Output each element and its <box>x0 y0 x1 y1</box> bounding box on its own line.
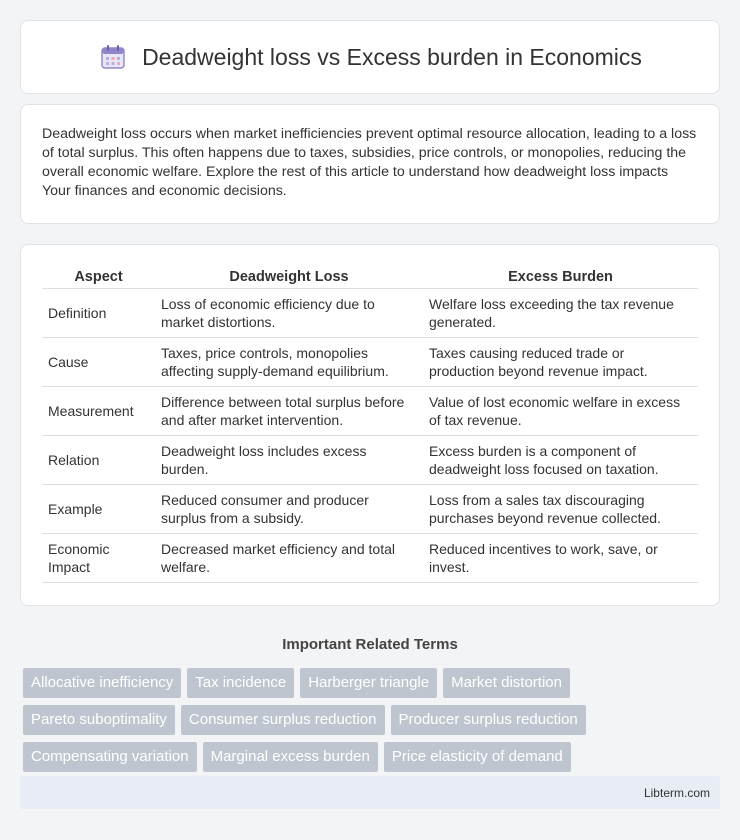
footer-site-link[interactable]: Libterm.com <box>643 785 710 800</box>
column-header-deadweight-loss: Deadweight Loss <box>155 265 423 289</box>
row-deadweight-loss: Loss of economic efficiency due to market distortions. <box>155 289 423 338</box>
row-deadweight-loss: Deadweight loss includes excess burden. <box>155 436 423 485</box>
row-deadweight-loss: Decreased market efficiency and total welfare. <box>155 534 423 583</box>
row-excess-burden: Loss from a sales tax discouraging purchases beyond revenue collected. <box>423 485 698 534</box>
table-header-row <box>42 265 698 289</box>
table-row <box>42 436 698 485</box>
row-deadweight-loss: Taxes, price controls, monopolies affecting supply-demand equilibrium. <box>155 338 423 387</box>
row-aspect: Definition <box>42 289 155 338</box>
row-excess-burden: Excess burden is a component of deadweight loss focused on taxation. <box>423 436 698 485</box>
row-aspect: Cause <box>42 338 155 387</box>
comparison-table <box>42 265 698 583</box>
tag-allocative-inefficiency[interactable]: Allocative inefficiency <box>23 668 181 698</box>
comparison-table-card <box>20 244 720 606</box>
header-card <box>20 20 720 94</box>
page-title: Deadweight loss vs Excess burden in Economics <box>142 43 642 70</box>
row-deadweight-loss: Reduced consumer and producer surplus from a subsidy. <box>155 485 423 534</box>
row-excess-burden: Reduced incentives to work, save, or invest. <box>423 534 698 583</box>
table-row <box>42 485 698 534</box>
related-terms-tags <box>20 668 720 772</box>
row-deadweight-loss: Difference between total surplus before and after market intervention. <box>155 387 423 436</box>
table-row <box>42 534 698 583</box>
tag-market-distortion[interactable]: Market distortion <box>443 668 570 698</box>
intro-text: Deadweight loss occurs when market inefficiencies prevent optimal resource allocation, leading to a loss of total surplus. This often happens due to taxes, subsidies, price controls, or monopolies, reducing the overall economic welfare. Explore the rest of this article to understand how deadweight loss impacts Your finances and economic decisions. <box>42 126 697 199</box>
related-terms-title: Important Related Terms <box>282 636 458 653</box>
calendar-icon <box>98 42 128 72</box>
row-aspect: Measurement <box>42 387 155 436</box>
tag-price-elasticity-of-demand[interactable]: Price elasticity of demand <box>384 742 571 772</box>
tag-marginal-excess-burden[interactable]: Marginal excess burden <box>203 742 378 772</box>
tag-producer-surplus-reduction[interactable]: Producer surplus reduction <box>391 705 586 735</box>
table-row <box>42 387 698 436</box>
row-excess-burden: Value of lost economic welfare in excess of tax revenue. <box>423 387 698 436</box>
column-header-aspect: Aspect <box>42 265 155 289</box>
tag-tax-incidence[interactable]: Tax incidence <box>187 668 294 698</box>
tag-pareto-suboptimality[interactable]: Pareto suboptimality <box>23 705 175 735</box>
table-row <box>42 289 698 338</box>
intro-card <box>20 104 720 224</box>
tag-consumer-surplus-reduction[interactable]: Consumer surplus reduction <box>181 705 385 735</box>
row-aspect: Relation <box>42 436 155 485</box>
row-excess-burden: Taxes causing reduced trade or production beyond revenue impact. <box>423 338 698 387</box>
row-aspect: Example <box>42 485 155 534</box>
footer <box>20 776 720 809</box>
row-excess-burden: Welfare loss exceeding the tax revenue generated. <box>423 289 698 338</box>
row-aspect: Economic Impact <box>42 534 155 583</box>
table-row <box>42 338 698 387</box>
tag-harberger-triangle[interactable]: Harberger triangle <box>300 668 437 698</box>
column-header-excess-burden: Excess Burden <box>423 265 698 289</box>
tag-compensating-variation[interactable]: Compensating variation <box>23 742 197 772</box>
